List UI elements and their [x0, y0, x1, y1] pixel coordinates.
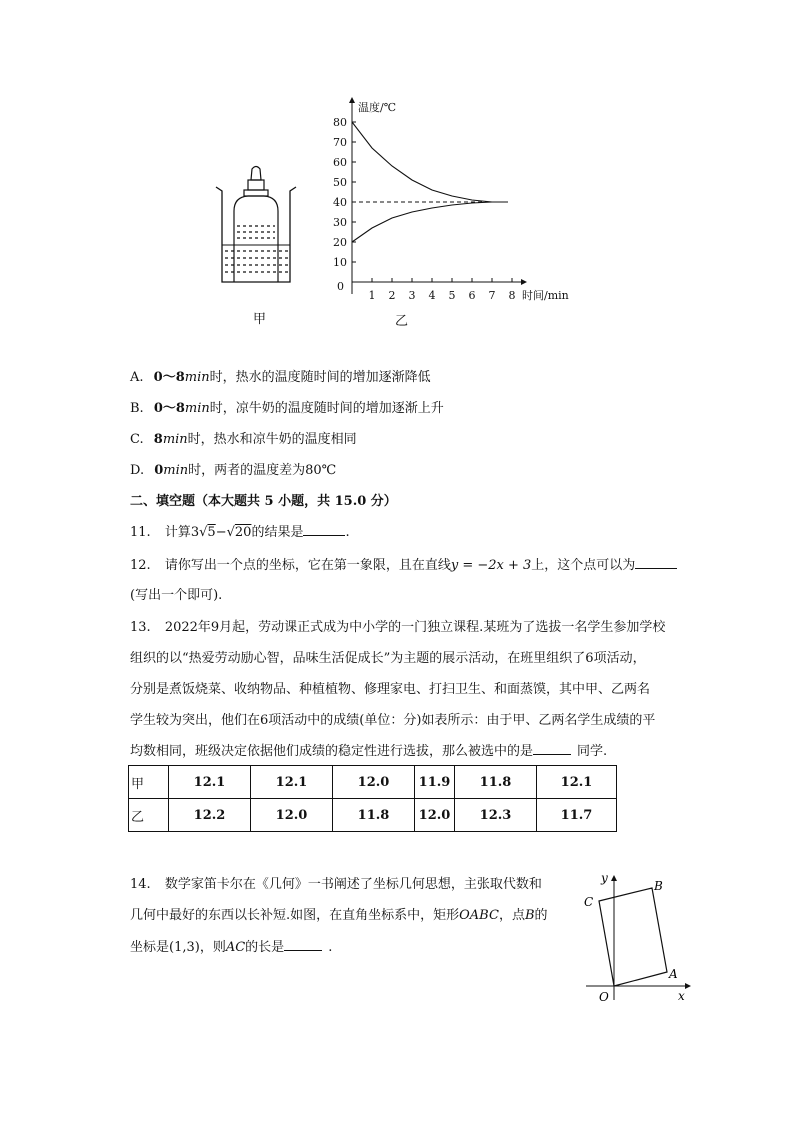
- q14-number: 14.: [130, 877, 151, 892]
- rectangle-oabc: [599, 888, 667, 986]
- sqrt-icon: √: [199, 525, 208, 540]
- q11-number: 11.: [130, 525, 151, 540]
- q11-post: 的结果是: [251, 525, 304, 540]
- option-c-label: C.: [130, 432, 144, 447]
- y-tick-label: 50: [333, 176, 347, 189]
- label-x: x: [678, 989, 685, 1003]
- option-b-label: B.: [130, 401, 144, 416]
- q11-minus: −: [215, 525, 227, 540]
- q14-end: .: [328, 940, 333, 955]
- question-14: [130, 873, 542, 892]
- table-row: [129, 799, 617, 832]
- question-12: [130, 554, 677, 573]
- y-tick-label: 40: [333, 196, 347, 209]
- q12-number: 12.: [130, 558, 151, 573]
- q11-answer-blank[interactable]: [303, 523, 345, 536]
- option-a-range: 0～8: [153, 370, 185, 385]
- sqrt-icon: √: [226, 525, 235, 540]
- table-cell: 12.3: [455, 799, 537, 832]
- q13-line-5: [130, 740, 607, 759]
- option-d-label: D.: [130, 463, 145, 478]
- q13-line-1: 2022年9月起，劳动课正式成为中小学的一门独立课程.某班为了选拔一名学生参加学校: [164, 620, 666, 635]
- y-tick-label: 20: [333, 236, 347, 249]
- y-tick-label: 10: [333, 256, 347, 269]
- q12-line-2: (写出一个即可).: [130, 588, 223, 603]
- x-tick-label: 3: [408, 289, 416, 302]
- q14-line-2-mid: ，点: [498, 908, 525, 923]
- x-tick-label: 1: [368, 289, 376, 302]
- x-tick-label: 2: [388, 289, 396, 302]
- series-line-热水: [352, 122, 508, 202]
- x-tick-label: 4: [428, 289, 436, 302]
- temperature-chart: [330, 92, 590, 307]
- q13-line-5-post: 同学.: [577, 744, 608, 759]
- q14-var-ac: AC: [225, 940, 246, 955]
- q12-text-post: 上，这个点可以为: [531, 558, 636, 573]
- option-d: [130, 459, 336, 478]
- label-y: y: [601, 871, 608, 885]
- q14-line-3: [130, 936, 332, 955]
- figure-caption-jia: 甲: [253, 312, 267, 327]
- table-cell: 乙: [129, 799, 169, 832]
- series-line-凉牛奶: [352, 202, 508, 242]
- table-cell: 11.7: [537, 799, 617, 832]
- q14-answer-blank[interactable]: [284, 938, 322, 951]
- q14-var-oabc: OABC: [459, 908, 499, 923]
- option-c-value: 8: [153, 432, 163, 447]
- y-tick-label: 60: [333, 156, 347, 169]
- option-a-unit: min: [184, 370, 210, 385]
- x-tick-label: 5: [448, 289, 456, 302]
- y-tick-label: 80: [333, 116, 347, 129]
- q13-line-2: 组织的以“热爱劳动励心智，品味生活促成长”为主题的展示活动，在班里组织了6项活动，: [130, 651, 646, 666]
- y-tick-label: 70: [333, 136, 347, 149]
- table-cell: 12.0: [251, 799, 333, 832]
- q11-radicand-1: 5: [207, 525, 216, 540]
- table-cell: 12.1: [169, 766, 251, 799]
- table-cell: 甲: [129, 766, 169, 799]
- q14-line-2-post: 的: [534, 908, 548, 923]
- q12-text: 请你写出一个点的坐标，它在第一象限，且在直线: [164, 558, 451, 573]
- label-a: A: [669, 967, 678, 981]
- score-table: [128, 765, 617, 832]
- option-b: [130, 397, 444, 416]
- q14-line-3-post: 的长是: [245, 940, 285, 955]
- q11-radicand-2: 20: [234, 525, 252, 540]
- x-tick-label: 8: [508, 289, 516, 302]
- table-cell: 12.0: [415, 799, 455, 832]
- beaker-illustration: [212, 165, 300, 290]
- table-row: [129, 766, 617, 799]
- x-tick-label: 6: [468, 289, 476, 302]
- option-a: [130, 366, 431, 385]
- table-cell: 12.0: [333, 766, 415, 799]
- option-c-unit: min: [162, 432, 188, 447]
- question-11: [130, 521, 350, 540]
- q12-formula: y = −2x + 3: [450, 558, 532, 573]
- q14-line-3-pre: 坐标是(1,3)，则: [130, 940, 226, 955]
- q13-answer-blank[interactable]: [533, 742, 571, 755]
- q14-line-2: [130, 904, 548, 923]
- option-b-unit: min: [184, 401, 210, 416]
- option-b-text: 时，凉牛奶的温度随时间的增加逐渐上升: [209, 401, 444, 416]
- table-cell: 12.1: [251, 766, 333, 799]
- q13-line-3: 分别是煮饭烧菜、收纳物品、种植植物、修理家电、打扫卫生、和面蒸馍，其中甲、乙两名: [130, 682, 651, 697]
- label-o: O: [599, 990, 609, 1004]
- q14-var-b: B: [524, 908, 535, 923]
- y-tick-label: 30: [333, 216, 347, 229]
- figure-caption-yi: 乙: [395, 314, 409, 329]
- q13-number: 13.: [130, 620, 151, 635]
- option-d-value: 0: [154, 463, 164, 478]
- q14-line-2-pre: 几何中最好的东西以长补短.如图，在直角坐标系中，矩形: [130, 908, 460, 923]
- q11-pre: 计算3: [164, 525, 200, 540]
- option-c: [130, 428, 357, 447]
- label-c: C: [584, 895, 594, 909]
- section-heading: 二、填空题（本大题共 5 小题，共 15.0 分）: [130, 494, 397, 509]
- rectangle-oabc-figure: [578, 868, 696, 1006]
- table-cell: 11.9: [415, 766, 455, 799]
- q13-line-4: 学生较为突出，他们在6项活动中的成绩(单位：分)如表所示：由于甲、乙两名学生成绩的平: [130, 713, 656, 728]
- option-a-text: 时，热水的温度随时间的增加逐渐降低: [209, 370, 431, 385]
- q13-line-5-pre: 均数相同，班级决定依据他们成绩的稳定性进行选拔，那么被选中的是: [130, 744, 534, 759]
- option-a-label: A.: [130, 370, 144, 385]
- x-axis-label: 时间/min: [522, 289, 569, 302]
- y-axis-label: 温度/℃: [358, 101, 397, 114]
- q14-line-1: 数学家笛卡尔在《几何》一书阐述了坐标几何思想，主张取代数和: [164, 877, 542, 892]
- option-c-text: 时，热水和凉牛奶的温度相同: [187, 432, 357, 447]
- origin-label: 0: [337, 280, 344, 293]
- question-13: [130, 616, 665, 635]
- q12-answer-blank[interactable]: [635, 556, 677, 569]
- table-cell: 11.8: [455, 766, 537, 799]
- table-cell: 12.1: [537, 766, 617, 799]
- label-b: B: [654, 879, 663, 893]
- q11-end: .: [345, 525, 350, 540]
- option-d-text: 时，两者的温度差为80℃: [188, 463, 337, 478]
- x-tick-label: 7: [488, 289, 496, 302]
- option-b-range: 0～8: [153, 401, 185, 416]
- table-cell: 12.2: [169, 799, 251, 832]
- table-cell: 11.8: [333, 799, 415, 832]
- option-d-unit: min: [163, 463, 189, 478]
